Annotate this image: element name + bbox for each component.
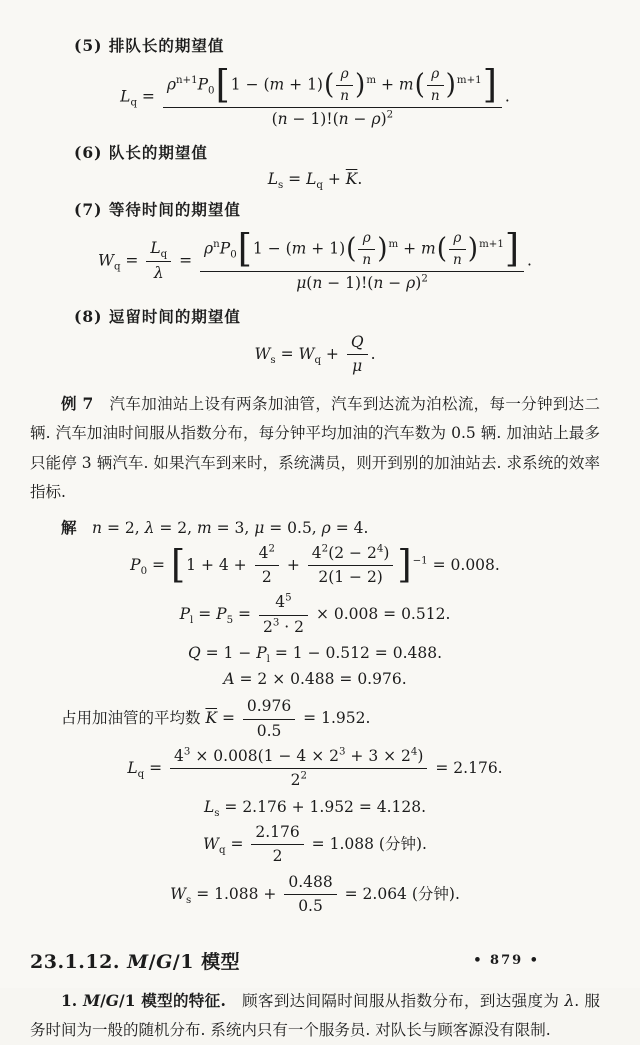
formula-sojourn-time-expectation: $W_s = W_q$ + $\frac{Q}{\mu}$ . [30,333,600,377]
formula-q-value: $Q = 1 - P_l = 1 - 0.512 = 0.488$. [30,643,600,663]
formula-ls-value: $L_s = 2.176 + 1.952 = 4.128$. [30,797,600,817]
formula-a-value: A = 2 × 0.488 = 0.976. [30,669,600,689]
example-7-paragraph: 例 7 汽车加油站上设有两条加油管，汽车到达流为泊松流，每一分钟到达二辆. 汽车加油时间服从指数分布，每分钟平均加油的汽车数为 0.5 辆. 加油站上最多只能停 3 辆汽车. 如果汽车到来时，系统满员，则开到别的加油站去. 求系统的效率指标. [30,389,600,508]
formula-waiting-time-expectation: $W_q$ = $\frac{L_q}{\lambda}$ = $\rho^nP_0[1 - (m + 1)$( $\frac{\rho}{n}$ )$^m$ + m( $\frac{\rho}{n}$ )$^{m+1}$] $\mu(n - 1)!(n - \rho)^2$ . [30,230,600,293]
heading-item-8: (8) 逗留时间的期望值 [30,305,600,327]
formula-loss-probability-value: $P_l = P_5$ = $\frac{4^5}{2^3 \cdot 2}$ × 0.008 = 0.512. [30,593,600,637]
mg1-intro-paragraph: 1. M/G/1 模型的特征. 顾客到达间隔时间服从指数分布，到达强度为 λ. 服务时间为一般的随机分布. 系统内只有一个服务员. 对队长与顾客源没有限制. [30,986,600,1045]
formula-system-length-expectation: $L_s = L_q + \overline{K}$. [30,169,600,189]
formula-wq-value: $W_q$ = $\frac{2.176}{2}$ = 1.088 (分钟). [30,823,600,867]
formula-p0-value: $P_0 = [1 + 4$ + $\frac{4^2}{2}$ + $\frac{4^2(2 - 2^4)}{2(1 - 2)}$ ]$^{-1}$ = 0.008. [30,544,600,588]
section-heading-23-1-12: 23.1.12. M/G/1 模型 [30,947,600,974]
page-number: • 879 • [473,953,540,968]
formula-ws-value: $W_s = 1.088$ + $\frac{0.488}{0.5}$ = 2.064 (分钟). [30,873,600,917]
heading-item-6: (6) 队长的期望值 [30,141,600,163]
formula-lq-value: $L_q$ = $\frac{4^3 \times 0.008(1 - 4 \times 2^3 + 3 \times 2^4)}{2^2}$ = 2.176. [30,747,600,791]
heading-item-5: (5) 排队长的期望值 [30,34,600,56]
average-occupied-pumps-line: 占用加油管的平均数 $\overline{K}$ = $\frac{0.976}{0.5}$ = 1.952. [30,697,600,741]
formula-queue-length-expectation: $L_q$ = $\rho^{n+1}P_0[1 - (m + 1)$( $\frac{\rho}{n}$ )$^m$ + m( $\frac{\rho}{n}$ )$^{m+1}$] $(n - 1)!(n - \rho)^2$ . [30,66,600,129]
solution-line: 解 n = 2, λ = 2, m = 3, μ = 0.5, ρ = 4. [30,516,600,538]
heading-item-7: (7) 等待时间的期望值 [30,198,600,220]
